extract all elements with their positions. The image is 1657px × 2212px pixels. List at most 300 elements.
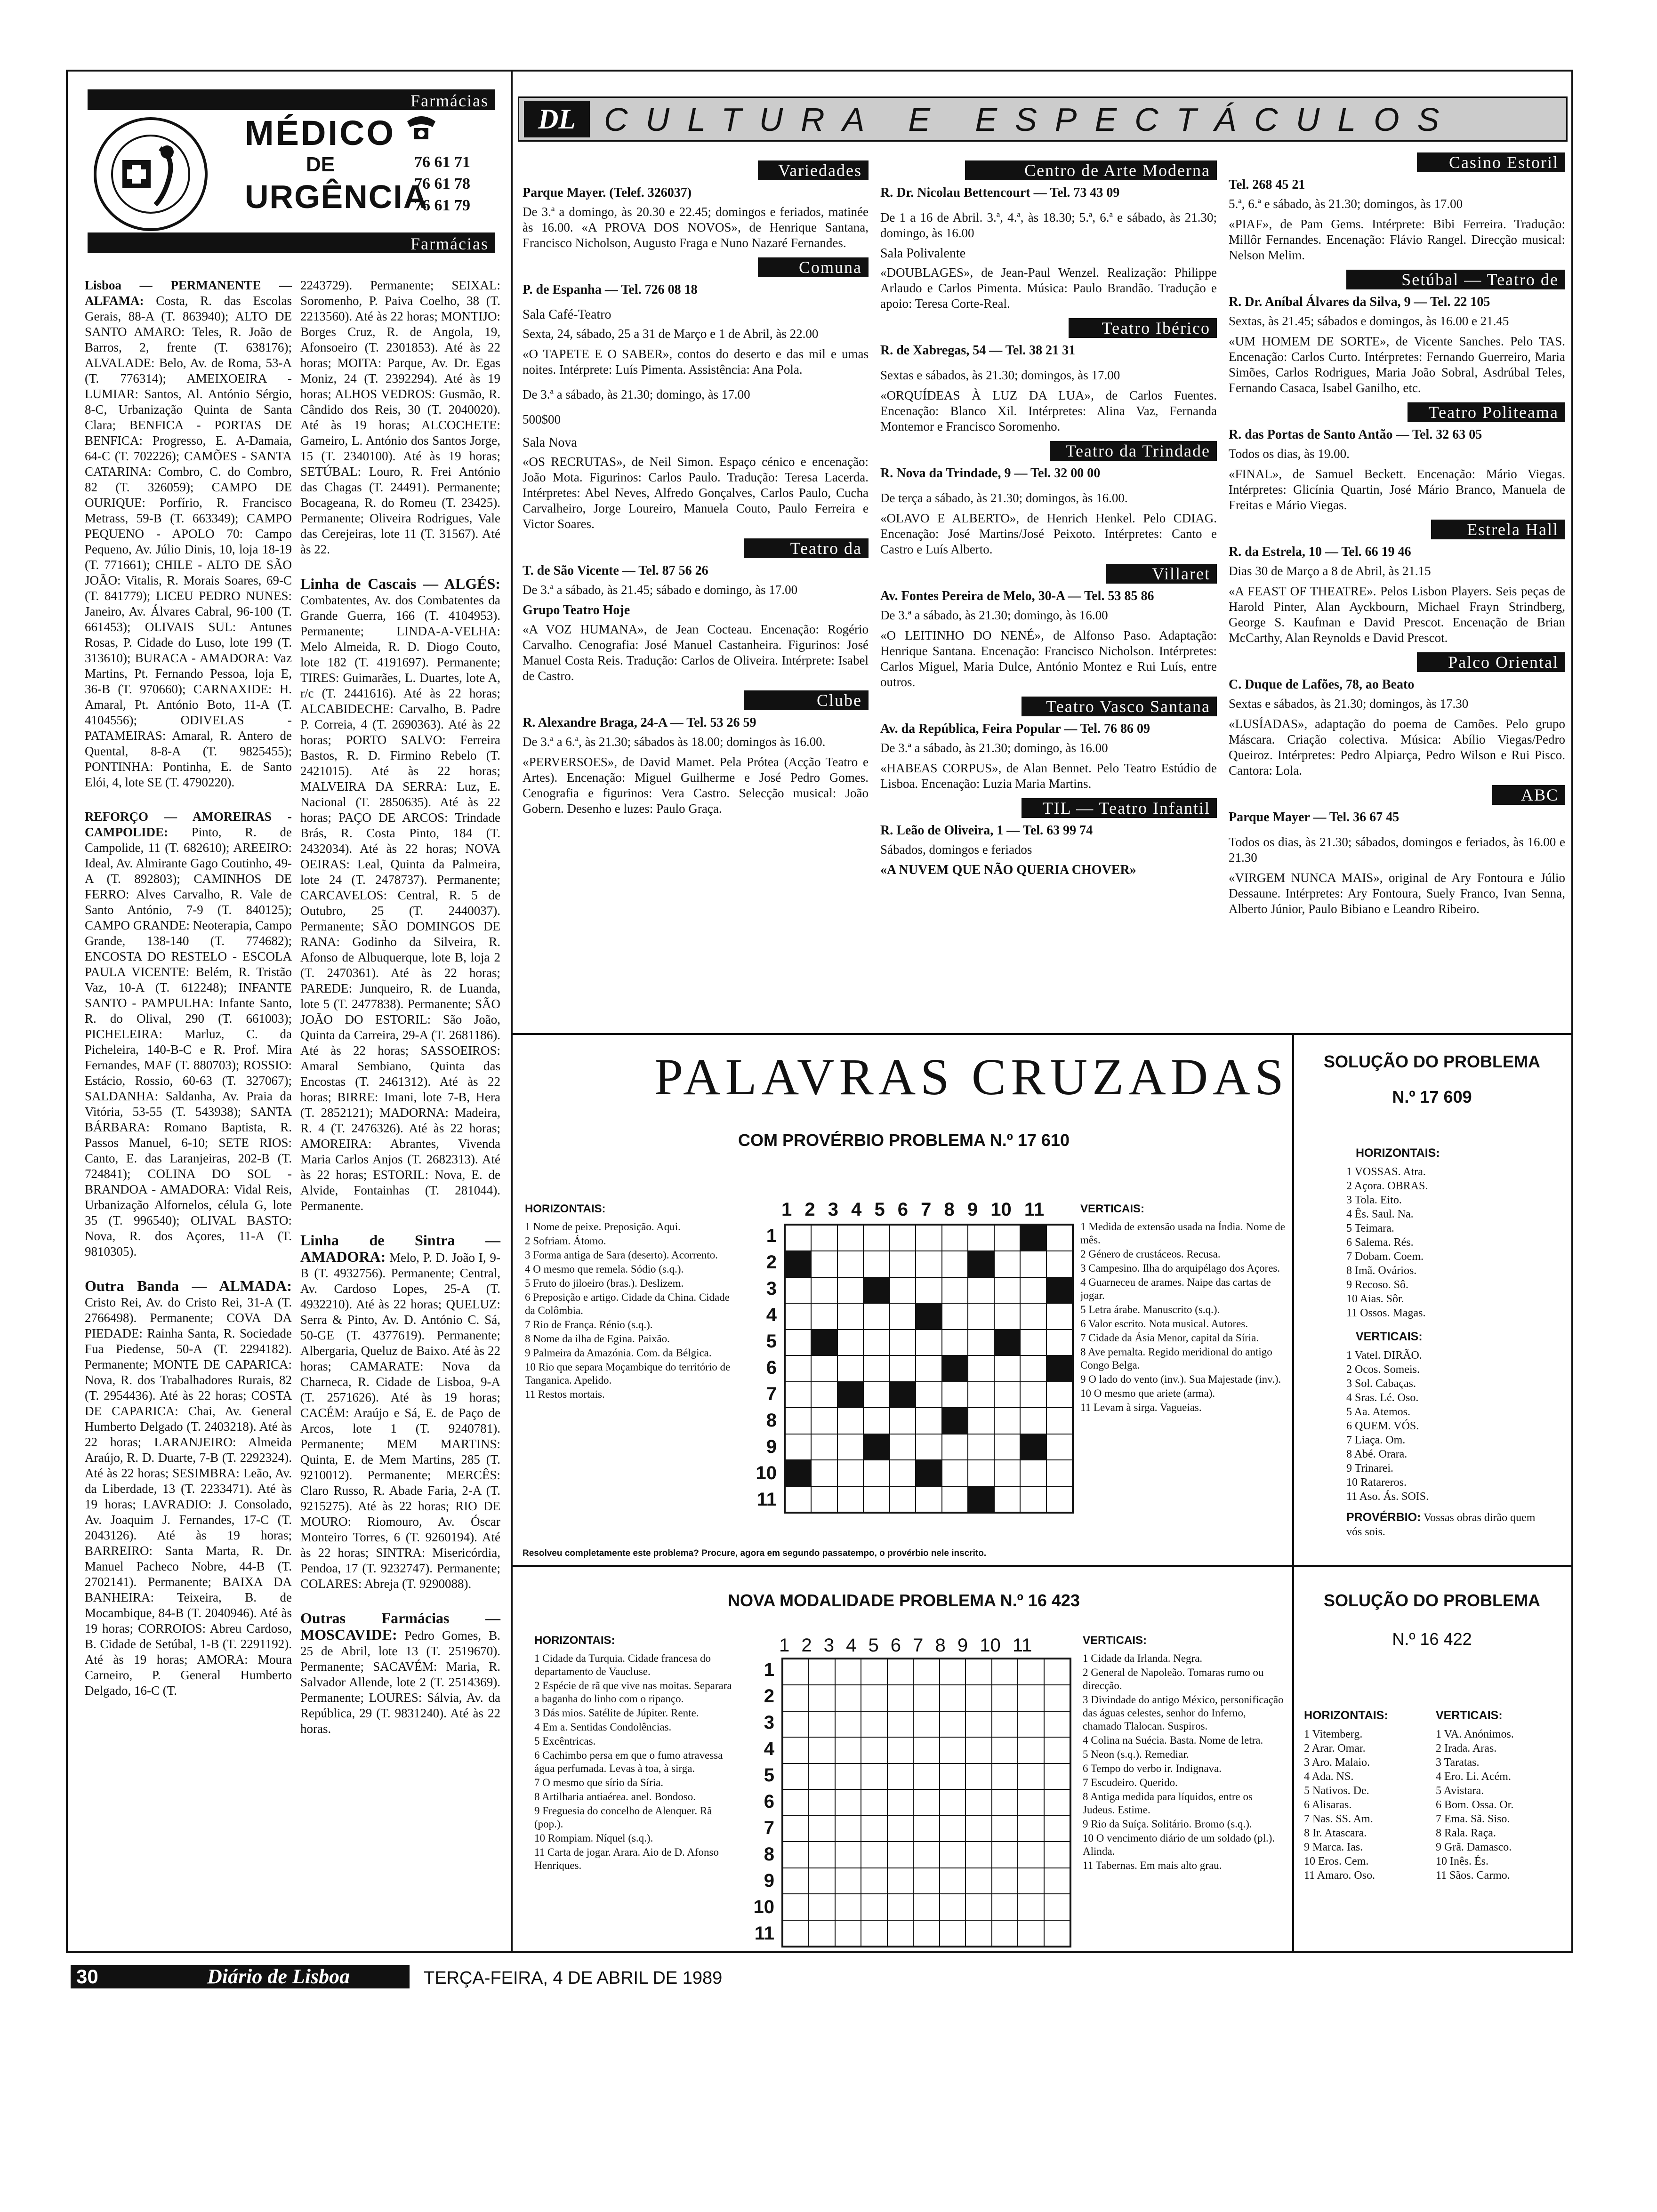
grid-cell[interactable]: [1046, 1330, 1072, 1355]
grid-cell[interactable]: [837, 1303, 863, 1329]
grid-cell[interactable]: [965, 1920, 991, 1946]
grid-cell[interactable]: [1020, 1251, 1046, 1277]
crossword1-horiz-list: [525, 1220, 732, 1401]
grid-cell[interactable]: [913, 1737, 939, 1763]
grid-cell[interactable]: [940, 1868, 965, 1894]
grid-cell[interactable]: [835, 1894, 861, 1920]
grid-cell[interactable]: [1046, 1408, 1072, 1434]
dl-logo: DL: [524, 101, 590, 137]
clue-item: 4 Em a. Sentidas Condolências.: [534, 1721, 672, 1733]
grid-cell[interactable]: [992, 1789, 1018, 1815]
grid-row-number: 5: [766, 1331, 777, 1352]
grid-cell[interactable]: [916, 1382, 941, 1408]
grid-cell[interactable]: [1018, 1894, 1044, 1920]
grid-cell[interactable]: [940, 1737, 965, 1763]
grid-cell[interactable]: [887, 1685, 913, 1711]
grid-cell[interactable]: [1046, 1434, 1072, 1460]
grid-cell[interactable]: [965, 1816, 991, 1842]
grid-cell[interactable]: [913, 1763, 939, 1789]
grid-cell[interactable]: [1018, 1659, 1044, 1685]
grid-row-number: 3: [764, 1712, 774, 1733]
grid-cell[interactable]: [994, 1434, 1020, 1460]
grid-cell[interactable]: [916, 1225, 941, 1251]
grid-cell[interactable]: [863, 1460, 889, 1486]
grid-cell[interactable]: [965, 1789, 991, 1815]
entry-graca-schedule: De 3.ª a sábado, às 21.45; sábado e domingo, às 17.00: [523, 583, 798, 597]
grid-cell[interactable]: [968, 1408, 994, 1434]
grid-cell[interactable]: [783, 1763, 809, 1789]
grid-cell[interactable]: [1044, 1920, 1070, 1946]
grid-cell[interactable]: [809, 1711, 835, 1737]
grid-cell[interactable]: [1044, 1894, 1070, 1920]
grid-cell[interactable]: [1044, 1737, 1070, 1763]
emergency-phone-2: 76 61 78: [414, 175, 470, 192]
grid-cell[interactable]: [994, 1251, 1020, 1277]
grid-cell[interactable]: [968, 1303, 994, 1329]
solution-item: 9 Marca. Ias.: [1304, 1841, 1363, 1853]
clue-item: 5 Letra árabe. Manuscrito (s.q.).: [1080, 1304, 1220, 1315]
pharmacy-col-2: [300, 278, 500, 1741]
venue-sala-nova: Sala Nova: [523, 435, 577, 450]
grid-cell[interactable]: [1018, 1789, 1044, 1815]
grid-cell[interactable]: [835, 1711, 861, 1737]
grid-cell[interactable]: [837, 1225, 863, 1251]
grid-cell[interactable]: [942, 1330, 968, 1355]
grid-cell[interactable]: [1046, 1486, 1072, 1512]
clue-item: 2 Género de crustáceos. Recusa.: [1080, 1248, 1221, 1260]
grid-cell[interactable]: [940, 1894, 965, 1920]
grid-cell[interactable]: [968, 1355, 994, 1381]
grid-row-number: 9: [764, 1870, 774, 1891]
grid-cell[interactable]: [940, 1763, 965, 1789]
grid-cell[interactable]: [887, 1920, 913, 1946]
crossword1-horizontal-clues: [525, 1202, 732, 1402]
grid-cell[interactable]: [913, 1685, 939, 1711]
grid-cell[interactable]: [992, 1685, 1018, 1711]
grid-row-number: 4: [764, 1739, 774, 1759]
grid-cell[interactable]: [1018, 1842, 1044, 1867]
entry-habeas-corpus: «HABEAS CORPUS», de Alan Bennet. Pelo Teatro Estúdio de Lisboa. Encenação: Luzia Maria Martins.: [880, 761, 1217, 791]
grid-cell[interactable]: [965, 1659, 991, 1685]
grid-cell[interactable]: [861, 1842, 887, 1867]
section-bar-casino-estoril: Casino Estoril: [1417, 152, 1565, 172]
grid-cell[interactable]: [783, 1868, 809, 1894]
solution-item: 6 Alisaras.: [1304, 1799, 1352, 1811]
grid-cell[interactable]: [994, 1303, 1020, 1329]
venue-til: R. Leão de Oliveira, 1 — Tel. 63 99 74: [880, 823, 1093, 838]
grid-cell[interactable]: [940, 1816, 965, 1842]
solution1-horiz-label: HORIZONTAIS:: [1356, 1146, 1440, 1160]
grid-cell[interactable]: [994, 1225, 1020, 1251]
grid-cell[interactable]: [940, 1920, 965, 1946]
grid-cell[interactable]: [835, 1763, 861, 1789]
grid-cell[interactable]: [863, 1382, 889, 1408]
grid-cell[interactable]: [811, 1408, 837, 1434]
grid-cell[interactable]: [887, 1763, 913, 1789]
grid-cell[interactable]: [811, 1382, 837, 1408]
grid-cell[interactable]: [785, 1355, 811, 1381]
grid-cell[interactable]: [890, 1303, 916, 1329]
grid-cell[interactable]: [992, 1842, 1018, 1867]
grid-cell[interactable]: [863, 1251, 889, 1277]
grid-cell[interactable]: [1044, 1685, 1070, 1711]
grid-cell[interactable]: [890, 1251, 916, 1277]
venue-sala-cafe-teatro: Sala Café-Teatro: [523, 307, 611, 322]
grid-cell[interactable]: [940, 1711, 965, 1737]
grid-cell[interactable]: [835, 1685, 861, 1711]
grid-cell[interactable]: [965, 1868, 991, 1894]
venue-parque-mayer: Parque Mayer. (Telef. 326037): [523, 185, 692, 200]
grid-cell[interactable]: [835, 1816, 861, 1842]
grid-cell[interactable]: [942, 1382, 968, 1408]
grid-cell[interactable]: [890, 1330, 916, 1355]
pharmacy-block-reforco: REFORÇO — AMOREIRAS - CAMPOLIDE: Pinto, R. de Campolide, 11 (T. 682610); AREEIRO: Ideal, Av. Almirante Gago Coutinho, 49-A (T. 892803); CAMINHOS DE FERRO: Alves Carvalho, R. Vale de Santo António, 7-9 (T. 840125); CAMPO GRANDE: Neoterapia, Campo Grande, 138-140 (T. 774682); ENCOSTA DO RESTELO - ESCOLA PAULA VICENTE: Belém, R. Tristão Vaz, 10-A (T. 612248); INFANTE SANTO - PAMPULHA: Infante Santo, R. do Olival, 290 (T. 661003); PICHELEIRA: Marluz, C. da Picheleira, 140-B-C e R. Prof. Mira Fernandes, MAF (T. 880703); ROSSIO: Estácio, Rossio, 60-63 (T. 327067); SALDANHA: Saldanha, Av. Praia da Vitória, 53-55 (T. 543938); SANTA BÁRBARA: Romano Baptista, R. Passos Manuel, 6-10; SETE RIOS: Canto, E. das Laranjeiras, 202-B (T. 724841); COLINA DO SOL - BRANDOA - AMADORA: Vidal Reis, Urbanização Alfornelos, célula G, lote 35 (T. 996540); OLIVAL BASTO: Nova, R. dos Açores, 11-A (T. 9810305).: [85, 809, 292, 1258]
grid-cell[interactable]: [863, 1330, 889, 1355]
grid-cell[interactable]: [1020, 1382, 1046, 1408]
grid-cell[interactable]: [863, 1355, 889, 1381]
grid-cell[interactable]: [890, 1277, 916, 1303]
grid-cell[interactable]: [861, 1763, 887, 1789]
grid-cell[interactable]: [1044, 1816, 1070, 1842]
grid-cell[interactable]: [913, 1868, 939, 1894]
venue-teatro-graca: T. de São Vicente — Tel. 87 56 26: [523, 563, 708, 578]
grid-cell[interactable]: [811, 1277, 837, 1303]
grid-cell[interactable]: [965, 1685, 991, 1711]
phone-icon: [405, 111, 438, 144]
grid-cell[interactable]: [965, 1737, 991, 1763]
grid-block: [968, 1251, 994, 1277]
grid-cell[interactable]: [811, 1355, 837, 1381]
grid-block: [863, 1434, 889, 1460]
grid-cell[interactable]: [890, 1355, 916, 1381]
grid-cell[interactable]: [863, 1225, 889, 1251]
grid-cell[interactable]: [863, 1408, 889, 1434]
grid-cell[interactable]: [837, 1355, 863, 1381]
grid-cell[interactable]: [1020, 1460, 1046, 1486]
grid-cell[interactable]: [1020, 1303, 1046, 1329]
grid-cell[interactable]: [785, 1277, 811, 1303]
grid-cell[interactable]: [992, 1816, 1018, 1842]
grid-cell[interactable]: [965, 1763, 991, 1789]
grid-cell[interactable]: [809, 1685, 835, 1711]
grid-cell[interactable]: [809, 1816, 835, 1842]
grid-cell[interactable]: [913, 1711, 939, 1737]
grid-cell[interactable]: [1046, 1460, 1072, 1486]
grid-cell[interactable]: [861, 1685, 887, 1711]
grid-cell[interactable]: [809, 1659, 835, 1685]
grid-cell[interactable]: [811, 1251, 837, 1277]
grid-cell[interactable]: [890, 1408, 916, 1434]
grid-cell[interactable]: [783, 1920, 809, 1946]
grid-cell[interactable]: [968, 1460, 994, 1486]
grid-cell[interactable]: [916, 1486, 941, 1512]
grid-cell[interactable]: [992, 1894, 1018, 1920]
grid-cell[interactable]: [1020, 1408, 1046, 1434]
crossword1-horiz-label: HORIZONTAIS:: [525, 1202, 606, 1215]
grid-row-number: 7: [766, 1384, 777, 1404]
grid-cell[interactable]: [913, 1920, 939, 1946]
grid-cell[interactable]: [785, 1408, 811, 1434]
entry-lusiadas: «LUSÍADAS», adaptação do poema de Camões. Pelo grupo Máscara. Criação colectiva. Música: Abílio Viegas/Pedro Queiroz. Intérpretes: Pedro Alpiarça, Pedro Wilson e Rui Pisco. Cantora: Lola.: [1229, 717, 1565, 777]
solution-item: 1 Vatel. DIRÃO.: [1346, 1349, 1422, 1362]
grid-cell[interactable]: [863, 1303, 889, 1329]
grid-cell[interactable]: [811, 1303, 837, 1329]
grid-cell[interactable]: [837, 1434, 863, 1460]
grid-cell[interactable]: [837, 1251, 863, 1277]
clue-item: 5 Fruto do jiloeiro (bras.). Deslizem.: [525, 1277, 684, 1289]
grid-cell[interactable]: [783, 1842, 809, 1867]
grid-cell[interactable]: [994, 1408, 1020, 1434]
solution1-horiz-list: [1346, 1165, 1553, 1320]
solution2-horiz-list: [1304, 1727, 1426, 1883]
grid-cell[interactable]: [1044, 1711, 1070, 1737]
grid-row-number: 4: [766, 1305, 777, 1325]
solution2-vertical: [1436, 1708, 1568, 1883]
grid-cell[interactable]: [890, 1486, 916, 1512]
grid-cell[interactable]: [968, 1434, 994, 1460]
grid-cell[interactable]: [913, 1789, 939, 1815]
grid-cell[interactable]: [861, 1894, 887, 1920]
grid-cell[interactable]: [913, 1816, 939, 1842]
clue-item: 6 Cachimbo persa em que o fumo atravessa água perfumada. Levas à toa, à sirga.: [534, 1749, 723, 1774]
entry-estefania-schedule: De 3.ª a 6.ª, às 21.30; sábados às 18.00; domingos às 16.00.: [523, 735, 826, 749]
section-bar-cam: Centro de Arte Moderna: [965, 160, 1217, 180]
grid-cell[interactable]: [835, 1659, 861, 1685]
clue-item: 5 Neon (s.q.). Remediar.: [1083, 1748, 1189, 1760]
grid-cell[interactable]: [942, 1434, 968, 1460]
grid-row-number: 11: [754, 1923, 774, 1944]
grid-cell[interactable]: [913, 1659, 939, 1685]
grid-cell[interactable]: [811, 1460, 837, 1486]
grid-cell[interactable]: [1044, 1842, 1070, 1867]
solution-item: 8 Abé. Orara.: [1346, 1448, 1408, 1460]
grid-cell[interactable]: [965, 1842, 991, 1867]
grid-cell[interactable]: [965, 1711, 991, 1737]
grid-cell[interactable]: [942, 1251, 968, 1277]
grid-cell[interactable]: [916, 1355, 941, 1381]
grid-cell[interactable]: [887, 1868, 913, 1894]
grid-cell[interactable]: [992, 1920, 1018, 1946]
grid-cell[interactable]: [942, 1303, 968, 1329]
grid-cell[interactable]: [811, 1486, 837, 1512]
grid-cell[interactable]: [890, 1434, 916, 1460]
grid-cell[interactable]: [783, 1711, 809, 1737]
grid-cell[interactable]: [887, 1789, 913, 1815]
section-bar-estrela-hall: Estrela Hall: [1431, 520, 1565, 539]
grid-cell[interactable]: [913, 1842, 939, 1867]
grid-cell[interactable]: [809, 1737, 835, 1763]
grid-cell[interactable]: [887, 1737, 913, 1763]
grid-cell[interactable]: [783, 1685, 809, 1711]
grid-cell[interactable]: [811, 1225, 837, 1251]
grid-cell[interactable]: [837, 1277, 863, 1303]
venue-estrela-hall: R. da Estrela, 10 — Tel. 66 19 46: [1229, 545, 1411, 559]
grid-cell[interactable]: [994, 1382, 1020, 1408]
medico-title-line1: MÉDICO: [245, 113, 395, 152]
grid-cell[interactable]: [1018, 1816, 1044, 1842]
grid-cell[interactable]: [942, 1225, 968, 1251]
grid-cell[interactable]: [992, 1868, 1018, 1894]
grid-cell[interactable]: [1044, 1763, 1070, 1789]
grid-cell[interactable]: [809, 1789, 835, 1815]
crossword1-grid[interactable]: [784, 1224, 1074, 1514]
grid-block: [968, 1486, 994, 1512]
solution2-horizontal: [1304, 1708, 1426, 1883]
grid-cell[interactable]: [835, 1737, 861, 1763]
crossword1-vertical-clues: [1080, 1202, 1287, 1415]
grid-cell[interactable]: [809, 1920, 835, 1946]
grid-cell[interactable]: [785, 1382, 811, 1408]
grid-cell[interactable]: [940, 1685, 965, 1711]
entry-setubal-schedule: Sextas, às 21.45; sábados e domingos, às 16.00 e 21.45: [1229, 314, 1509, 328]
grid-cell[interactable]: [994, 1486, 1020, 1512]
grid-cell[interactable]: [1020, 1355, 1046, 1381]
grid-cell[interactable]: [861, 1868, 887, 1894]
grid-cell[interactable]: [809, 1842, 835, 1867]
grid-cell[interactable]: [785, 1303, 811, 1329]
grid-cell[interactable]: [992, 1711, 1018, 1737]
grid-cell[interactable]: [783, 1816, 809, 1842]
grid-cell[interactable]: [783, 1789, 809, 1815]
grid-cell[interactable]: [1020, 1330, 1046, 1355]
grid-cell[interactable]: [992, 1763, 1018, 1789]
grid-cell[interactable]: [1018, 1711, 1044, 1737]
mid-rule: [513, 1033, 1572, 1035]
grid-cell[interactable]: [992, 1737, 1018, 1763]
grid-cell[interactable]: [1044, 1659, 1070, 1685]
grid-cell[interactable]: [811, 1434, 837, 1460]
grid-cell[interactable]: [835, 1868, 861, 1894]
grid-cell[interactable]: [783, 1659, 809, 1685]
issue-date: TERÇA-FEIRA, 4 DE ABRIL DE 1989: [424, 1968, 723, 1988]
grid-cell[interactable]: [1046, 1382, 1072, 1408]
grid-cell[interactable]: [968, 1225, 994, 1251]
grid-cell[interactable]: [994, 1460, 1020, 1486]
crossword2-grid[interactable]: [781, 1658, 1071, 1948]
grid-cell[interactable]: [783, 1737, 809, 1763]
grid-cell[interactable]: [940, 1842, 965, 1867]
grid-block: [916, 1460, 941, 1486]
grid-cell[interactable]: [1020, 1486, 1046, 1512]
cultura-col-1: [523, 158, 869, 821]
clue-item: 9 Freguesia do concelho de Alenquer. Rã (pop.).: [534, 1805, 712, 1830]
grid-cell[interactable]: [968, 1277, 994, 1303]
grid-cell[interactable]: [940, 1659, 965, 1685]
solution1-proverbio-label: PROVÉRBIO:: [1346, 1511, 1421, 1524]
grid-cell[interactable]: [994, 1277, 1020, 1303]
grid-cell[interactable]: [916, 1251, 941, 1277]
grid-cell[interactable]: [1044, 1789, 1070, 1815]
grid-cell[interactable]: [861, 1711, 887, 1737]
grid-cell[interactable]: [835, 1920, 861, 1946]
grid-cell[interactable]: [785, 1486, 811, 1512]
grid-cell[interactable]: [809, 1763, 835, 1789]
grid-cell[interactable]: [835, 1789, 861, 1815]
grid-cell[interactable]: [1018, 1920, 1044, 1946]
grid-cell[interactable]: [835, 1842, 861, 1867]
solution-item: 6 Bom. Ossa. Or.: [1436, 1799, 1514, 1811]
solution-item: 5 Teimara.: [1346, 1222, 1394, 1234]
grid-cell[interactable]: [942, 1277, 968, 1303]
grid-cell[interactable]: [890, 1225, 916, 1251]
grid-cell[interactable]: [887, 1659, 913, 1685]
solution2-vert-label: VERTICAIS:: [1436, 1709, 1503, 1722]
grid-cell[interactable]: [916, 1408, 941, 1434]
grid-cell[interactable]: [785, 1330, 811, 1355]
grid-cell[interactable]: [968, 1382, 994, 1408]
crossword1-vert-label: VERTICAIS:: [1080, 1202, 1145, 1215]
grid-row-number: 9: [766, 1436, 777, 1457]
venue-teatro-trindade: R. Nova da Trindade, 9 — Tel. 32 00 00: [880, 466, 1101, 481]
grid-cell[interactable]: [916, 1277, 941, 1303]
clue-item: 10 Rompiam. Níquel (s.q.).: [534, 1832, 653, 1844]
crossword-divider: [513, 1565, 1572, 1567]
grid-cell[interactable]: [1018, 1685, 1044, 1711]
grid-row-number: 1: [764, 1659, 774, 1680]
grid-cell[interactable]: [887, 1842, 913, 1867]
grid-cell[interactable]: [1046, 1225, 1072, 1251]
grid-cell[interactable]: [887, 1816, 913, 1842]
grid-cell[interactable]: [861, 1789, 887, 1815]
grid-cell[interactable]: [1046, 1303, 1072, 1329]
grid-cell[interactable]: [890, 1460, 916, 1486]
entry-til-schedule: Sábados, domingos e feriados: [880, 842, 1032, 857]
clue-item: 3 Campesino. Ilha do arquipélago dos Açores.: [1080, 1262, 1280, 1274]
grid-cell[interactable]: [837, 1486, 863, 1512]
cultura-title: CULTURA E ESPECTÁCULOS: [604, 101, 1457, 138]
grid-cell[interactable]: [942, 1486, 968, 1512]
grid-cell[interactable]: [785, 1225, 811, 1251]
grid-cell[interactable]: [916, 1434, 941, 1460]
grid-cell[interactable]: [968, 1330, 994, 1355]
grid-cell[interactable]: [837, 1330, 863, 1355]
solution-item: 3 Tola. Eito.: [1346, 1194, 1402, 1206]
grid-cell[interactable]: [863, 1486, 889, 1512]
grid-cell[interactable]: [1018, 1868, 1044, 1894]
grid-cell[interactable]: [837, 1408, 863, 1434]
grid-cell[interactable]: [783, 1894, 809, 1920]
grid-cell[interactable]: [887, 1711, 913, 1737]
grid-cell[interactable]: [992, 1659, 1018, 1685]
solution-item: 8 Rala. Raça.: [1436, 1827, 1496, 1839]
grid-cell[interactable]: [1018, 1763, 1044, 1789]
grid-cell[interactable]: [887, 1894, 913, 1920]
grid-cell[interactable]: [809, 1894, 835, 1920]
grid-cell[interactable]: [994, 1355, 1020, 1381]
grid-cell[interactable]: [809, 1868, 835, 1894]
solution-item: 5 Avistara.: [1436, 1785, 1484, 1797]
grid-cell[interactable]: [1046, 1251, 1072, 1277]
grid-cell[interactable]: [1020, 1277, 1046, 1303]
grid-cell[interactable]: [861, 1659, 887, 1685]
grid-cell[interactable]: [940, 1789, 965, 1815]
grid-cell[interactable]: [861, 1816, 887, 1842]
grid-cell[interactable]: [942, 1460, 968, 1486]
grid-cell[interactable]: [785, 1434, 811, 1460]
grid-cell[interactable]: [861, 1737, 887, 1763]
grid-block: [1046, 1277, 1072, 1303]
grid-cell[interactable]: [916, 1330, 941, 1355]
clue-item: 9 O lado do vento (inv.). Sua Majestade (inv.).: [1080, 1373, 1281, 1385]
grid-row-number: 11: [756, 1489, 777, 1510]
grid-cell[interactable]: [913, 1894, 939, 1920]
grid-cell[interactable]: [1044, 1868, 1070, 1894]
grid-cell[interactable]: [861, 1920, 887, 1946]
grid-cell[interactable]: [1018, 1737, 1044, 1763]
clue-item: 11 Tabernas. Em mais alto grau.: [1083, 1859, 1222, 1871]
grid-cell[interactable]: [965, 1894, 991, 1920]
grid-cell[interactable]: [837, 1460, 863, 1486]
